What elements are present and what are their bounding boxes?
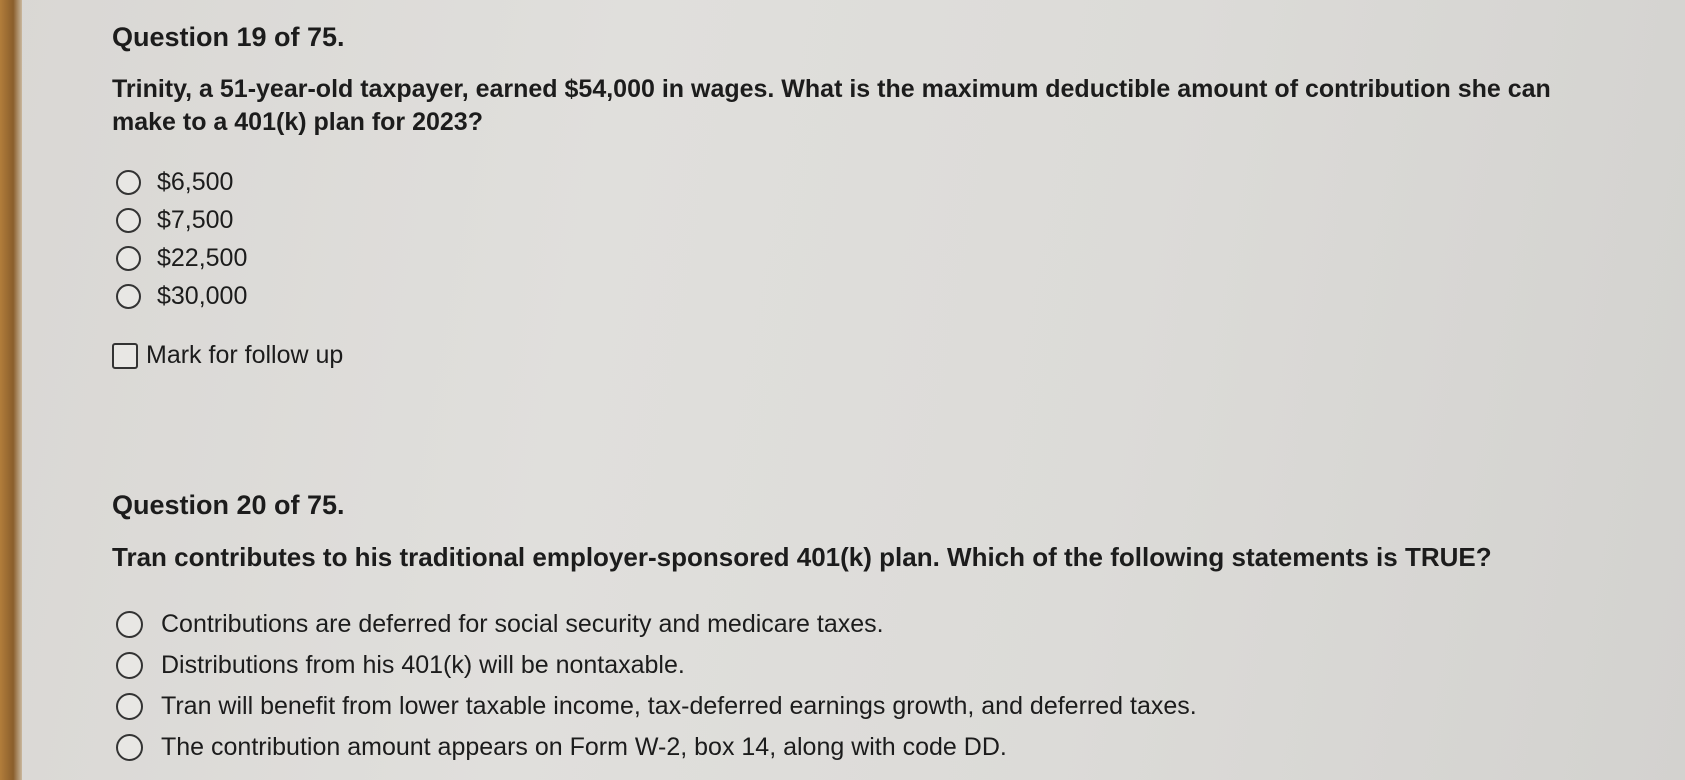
question-20-text: Tran contributes to his traditional employer-sponsored 401(k) plan. Which of the following statements is TRUE?	[112, 542, 1492, 572]
q20-option-3[interactable]	[112, 686, 1645, 727]
q20-option-2-label: Distributions from his 401(k) will be nontaxable.	[161, 651, 685, 679]
question-19	[112, 22, 1645, 370]
q19-option-1[interactable]	[112, 163, 1645, 201]
radio-button-icon[interactable]	[116, 652, 143, 679]
radio-button-icon[interactable]	[116, 693, 143, 720]
question-20	[112, 490, 1645, 768]
q19-option-2-label: $7,500	[157, 205, 234, 234]
radio-button-icon[interactable]	[116, 208, 141, 233]
q20-option-4-label: The contribution amount appears on Form W-2, box 14, along with code DD.	[161, 733, 1007, 761]
radio-button-icon[interactable]	[116, 170, 141, 195]
radio-button-icon[interactable]	[116, 734, 143, 761]
desk-edge	[0, 0, 22, 780]
q19-option-4[interactable]	[112, 277, 1645, 315]
question-20-title: Question 20 of 75.	[112, 490, 345, 520]
q20-option-4[interactable]	[112, 727, 1645, 768]
checkbox-icon[interactable]	[112, 343, 138, 369]
q19-option-2[interactable]	[112, 201, 1645, 239]
q19-option-4-label: $30,000	[157, 281, 248, 310]
question-20-options	[112, 604, 1645, 768]
q20-option-2[interactable]	[112, 645, 1645, 686]
q19-option-3-label: $22,500	[157, 243, 248, 272]
q20-option-3-label: Tran will benefit from lower taxable income, tax-deferred earnings growth, and deferred taxes.	[161, 692, 1197, 720]
mark-follow-up[interactable]	[112, 341, 1645, 370]
q19-option-1-label: $6,500	[157, 167, 234, 196]
radio-button-icon[interactable]	[116, 611, 143, 638]
question-19-options	[112, 163, 1645, 315]
q20-option-1[interactable]	[112, 604, 1645, 645]
radio-button-icon[interactable]	[116, 246, 141, 271]
mark-follow-up-label: Mark for follow up	[146, 341, 344, 369]
radio-button-icon[interactable]	[116, 284, 141, 309]
q19-option-3[interactable]	[112, 239, 1645, 277]
question-19-text: Trinity, a 51-year-old taxpayer, earned $54,000 in wages. What is the maximum deductible amount of contribution she can make to a 401(k) plan for 2023?	[112, 75, 1551, 136]
question-19-title: Question 19 of 75.	[112, 22, 345, 52]
q20-option-1-label: Contributions are deferred for social security and medicare taxes.	[161, 610, 884, 638]
